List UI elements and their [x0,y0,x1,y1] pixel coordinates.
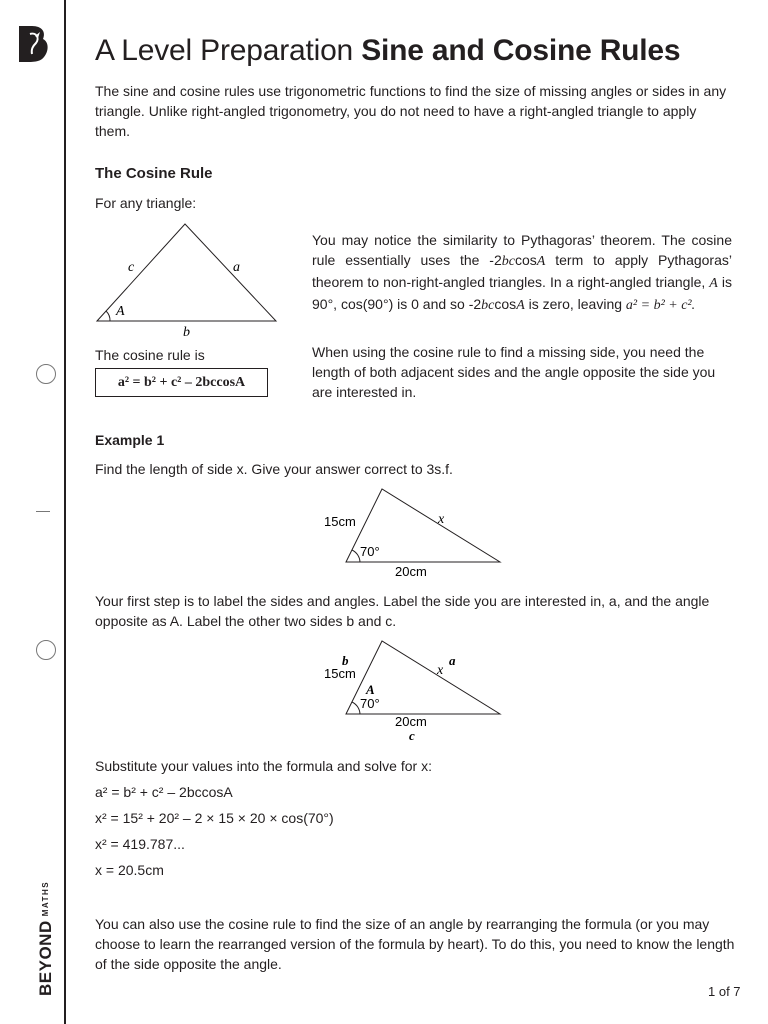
working-line: x² = 419.787... [95,836,185,852]
svg-text:b: b [183,325,190,340]
labelled-triangle-diagram [320,636,510,748]
svg-text:a: a [233,260,240,275]
example-heading: Example 1 [95,432,165,448]
punch-hole [36,640,56,660]
general-triangle-diagram [90,218,290,343]
brand-name: BEYONDMATHS [36,880,55,996]
substitute-text: Substitute your values into the formula and solve for x: [95,758,432,774]
example-triangle-diagram [320,484,510,582]
section-heading: The Cosine Rule [95,165,213,182]
svg-text:x: x [438,512,445,527]
for-any-triangle: For any triangle: [95,195,197,211]
svg-text:B: B [16,24,17,25]
svg-text:70°: 70° [360,696,380,711]
missing-side-note: When using the cosine rule to find a missing side, you need the length of both adjacent sides and the angle opposite the side you are interested in. [312,344,716,400]
svg-text:x: x [437,663,444,678]
svg-text:15cm: 15cm [324,666,356,681]
margin-line [64,0,66,1024]
example-question: Find the length of side x. Give your answer correct to 3s.f. [95,461,453,477]
beyond-logo-icon [16,24,50,64]
punch-hole [36,364,56,384]
svg-text:70°: 70° [360,544,380,559]
svg-text:c: c [409,728,415,743]
svg-text:a: a [449,653,456,668]
svg-text:c: c [128,260,135,275]
cosine-rule-formula: a² = b² + c² – 2bccosA [95,368,268,397]
angle-note-paragraph: You can also use the cosine rule to find the size of an angle by rearranging the formula (or you may choose to learn the rearranged version of the formula by heart). To do this, you need to know the length of the side opposite the angle. [95,916,735,972]
fold-mark [36,511,50,512]
intro-paragraph: The sine and cosine rules use trigonometric functions to find the size of missing angles or sides in any triangle. Unlike right-angled trigonometry, you do not need to have a right-angled triangle to apply them. [95,83,727,139]
rule-label: The cosine rule is [95,347,205,363]
page-number: 1 of 7 [708,984,741,999]
pythagoras-note: You may notice the similarity to Pythagoras’ theorem. The cosine rule essentially uses the -2bccosA term to apply Pythagoras’ theorem to non-right-angled triangles. In a right-angled triangle, A is 90°, cos(90°) is 0 and so -2bccosA is zero, leaving a² = b² + c². [312,232,733,313]
working-line: x = 20.5cm [95,862,164,878]
svg-text:20cm: 20cm [395,564,427,579]
working-line: a² = b² + c² – 2bccosA [95,784,233,800]
svg-text:A: A [366,682,375,697]
svg-text:20cm: 20cm [395,714,427,729]
page-title: A Level Preparation Sine and Cosine Rules [95,34,681,67]
working-line: x² = 15² + 20² – 2 × 15 × 20 × cos(70°) [95,810,334,826]
svg-text:15cm: 15cm [324,514,356,529]
svg-text:b: b [342,653,349,668]
svg-text:A: A [116,304,125,319]
labelling-step: Your first step is to label the sides and angles. Label the side you are interested in, a, and the angle opposite as A. Label the other two sides b and c. [95,593,710,629]
